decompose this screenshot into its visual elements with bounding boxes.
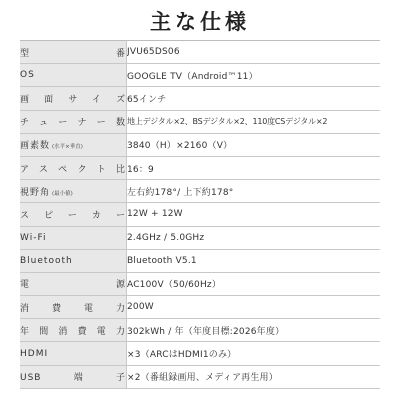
spec-label xyxy=(20,365,127,388)
spec-label xyxy=(20,296,127,319)
spec-label xyxy=(20,342,127,365)
spec-row-wifi xyxy=(20,226,380,249)
spec-label-text: Bluetooth xyxy=(20,255,73,266)
spec-value: 地上デジタル×2、BSデジタル×2、110度CSデジタル×2 xyxy=(127,110,381,133)
spec-row-os xyxy=(20,64,380,87)
spec-row-viewing-angle xyxy=(20,180,380,203)
page-title: 主な仕様 xyxy=(150,9,250,34)
spec-row-tuners xyxy=(20,110,380,133)
spec-label-sub: (水平×垂直) xyxy=(52,144,83,151)
spec-label-text: 視野角 xyxy=(20,187,51,198)
spec-row-speaker xyxy=(20,203,380,226)
spec-label-text: 年間消費電力 xyxy=(20,326,126,337)
spec-value: 16：9 xyxy=(127,156,381,179)
spec-label-text: USB端子 xyxy=(20,373,126,384)
spec-row-aspect-ratio xyxy=(20,156,380,179)
spec-value: 左右約178°/ 上下約178° xyxy=(127,180,381,203)
spec-row-model xyxy=(20,41,380,64)
spec-row-resolution xyxy=(20,133,380,156)
spec-label xyxy=(20,156,127,179)
spec-label xyxy=(20,133,127,156)
spec-label-text: 電源 xyxy=(20,280,126,291)
spec-row-annual-consumption xyxy=(20,319,380,342)
spec-value: AC100V（50/60Hz） xyxy=(127,272,381,295)
spec-label-text: アスペクト比 xyxy=(20,164,126,175)
spec-label xyxy=(20,87,127,110)
spec-label xyxy=(20,226,127,249)
spec-value: GOOGLE TV（Android™11） xyxy=(127,64,381,87)
spec-row-power-source xyxy=(20,272,380,295)
spec-value: ×3（ARCはHDMI1のみ） xyxy=(127,342,381,365)
spec-value: 302kWh / 年（年度目標:2026年度） xyxy=(127,319,381,342)
spec-row-screen-size xyxy=(20,87,380,110)
spec-label-text: スピーカー xyxy=(20,210,126,221)
spec-label-text: OS xyxy=(20,70,35,81)
spec-label xyxy=(20,272,127,295)
spec-value: Bluetooth V5.1 xyxy=(127,249,381,272)
spec-label-text: チューナー数 xyxy=(20,118,126,129)
spec-label xyxy=(20,319,127,342)
spec-value: 200W xyxy=(127,296,381,319)
spec-label xyxy=(20,41,127,64)
spec-value: ×2（番組録画用、メディア再生用） xyxy=(127,365,381,388)
spec-label xyxy=(20,180,127,203)
spec-label xyxy=(20,110,127,133)
spec-value: 3840（H）×2160（V） xyxy=(127,133,381,156)
spec-row-usb xyxy=(20,365,380,388)
spec-label xyxy=(20,64,127,87)
spec-label-text: HDMI xyxy=(20,348,49,359)
spec-label xyxy=(20,203,127,226)
spec-label-sub: (最小値) xyxy=(52,190,73,197)
spec-value: 12W + 12W xyxy=(127,203,381,226)
spec-label-text: 消費電力 xyxy=(20,303,126,314)
spec-value: JVU65DS06 xyxy=(127,41,381,64)
spec-row-bluetooth xyxy=(20,249,380,272)
spec-value: 65インチ xyxy=(127,87,381,110)
spec-row-power-consumption xyxy=(20,296,380,319)
spec-label-text: 型番 xyxy=(20,48,126,59)
spec-label xyxy=(20,249,127,272)
spec-row-hdmi xyxy=(20,342,380,365)
spec-label-text: 画素数 xyxy=(20,141,51,152)
spec-value: 2.4GHz / 5.0GHz xyxy=(127,226,381,249)
spec-label-text: 画面サイズ xyxy=(20,94,126,105)
spec-table xyxy=(20,40,380,389)
spec-label-text: Wi-Fi xyxy=(20,232,47,243)
